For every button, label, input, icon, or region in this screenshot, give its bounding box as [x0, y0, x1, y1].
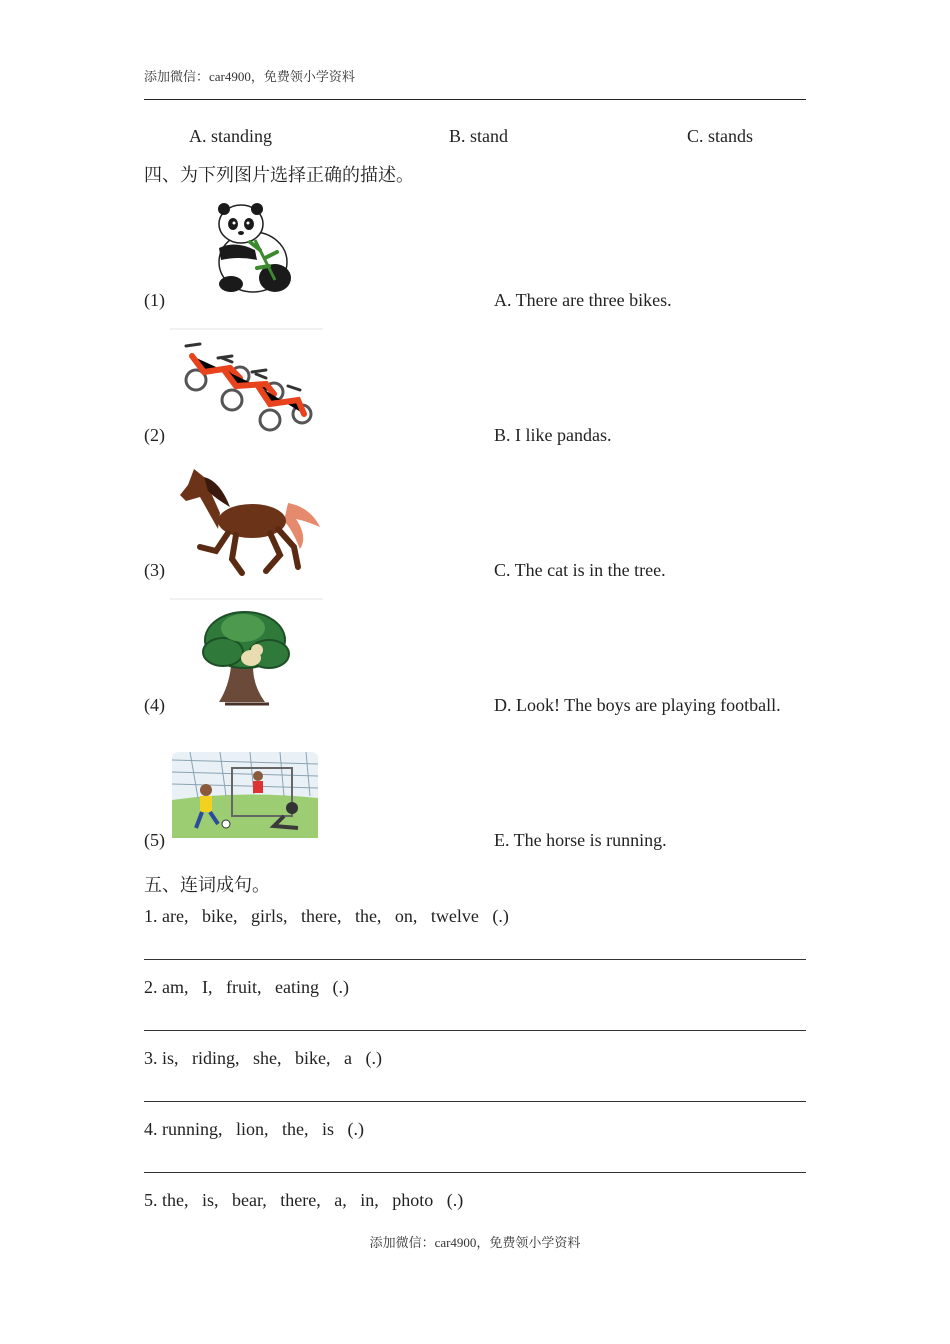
- answer-line: [144, 1101, 806, 1102]
- prev-option-c: C. stands: [687, 126, 754, 146]
- item-number: (1): [144, 290, 165, 310]
- answer-line: [144, 1172, 806, 1173]
- item-number: (4): [144, 695, 165, 715]
- sentence-question: 2. am, I, fruit, eating (.): [144, 977, 349, 997]
- prev-option-a: A. standing: [189, 126, 272, 146]
- answer-line: [144, 1030, 806, 1031]
- bikes-picture: [170, 328, 323, 443]
- sentence-question: 1. are, bike, girls, there, the, on, twelve (.): [144, 906, 509, 926]
- description-option: B. I like pandas.: [494, 425, 612, 445]
- football-picture: [170, 750, 320, 840]
- prev-option-b: B. stand: [449, 126, 509, 146]
- description-option: A. There are three bikes.: [494, 290, 672, 310]
- answer-line: [144, 959, 806, 960]
- header-note: 添加微信：car4900，免费领小学资料: [144, 69, 355, 84]
- horse-picture: [170, 463, 323, 600]
- description-option: D. Look! The boys are playing football.: [494, 695, 781, 715]
- description-option: E. The horse is running.: [494, 830, 667, 850]
- description-option: C. The cat is in the tree.: [494, 560, 666, 580]
- item-number: (2): [144, 425, 165, 445]
- panda-picture: [205, 200, 300, 300]
- sentence-question: 3. is, riding, she, bike, a (.): [144, 1048, 382, 1068]
- header-rule: [144, 99, 806, 100]
- footer-note: 添加微信：car4900，免费领小学资料: [369, 1235, 581, 1250]
- item-number: (5): [144, 830, 165, 850]
- section4-title: 四、为下列图片选择正确的描述。: [144, 165, 414, 185]
- section5-title: 五、连词成句。: [144, 875, 270, 895]
- item-number: (3): [144, 560, 165, 580]
- tree-picture: [195, 606, 295, 706]
- sentence-question: 5. the, is, bear, there, a, in, photo (.): [144, 1190, 464, 1210]
- sentence-question: 4. running, lion, the, is (.): [144, 1119, 364, 1139]
